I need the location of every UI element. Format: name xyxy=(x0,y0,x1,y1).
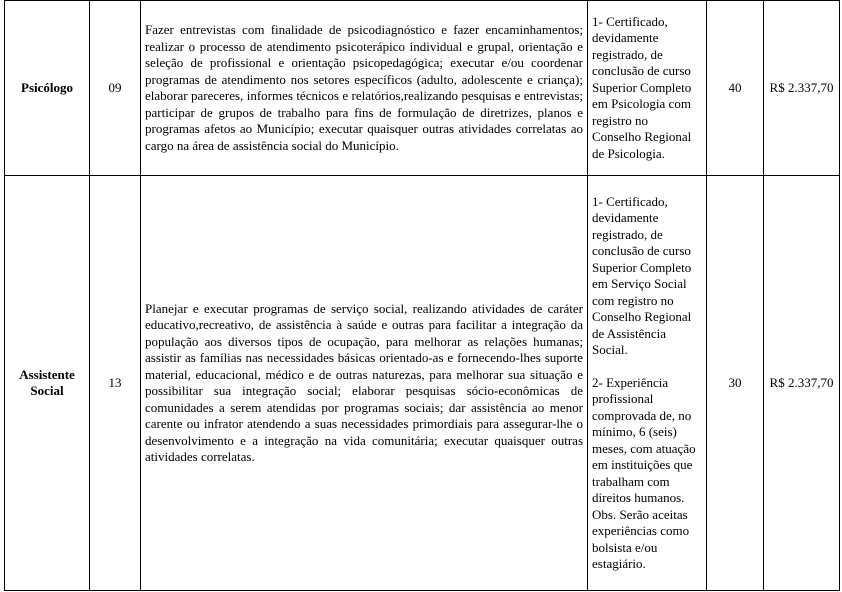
vacancies-value: 13 xyxy=(108,374,122,390)
description-text: Planejar e executar programas de serviço social, realizando atividades de caráter educativo,recreativo, de assistência à saúde e outras para facilitar a integração da população aos diversos tipos de ocupação, para melhorar as relações humanas; assistir as famílias nas necessidades básicas orientado-as e fornecendo-lhes suporte material, educacional, médico e de outras naturezas, para melhorar sua situação e possibilitar sua integração social; elaborar pesquisas sócio-econômicas de comunidades a serem atendidas por programas sociais; dar assistência ao menor carente ou infrator atendendo a suas necessidades primordiais para assegurar-lhe o desenvolvimento e a integração na vida comunitária; executar quaisquer outras atividades correlatas. xyxy=(145,300,583,464)
vacancies-value: 09 xyxy=(108,79,122,95)
description-text: Fazer entrevistas com finalidade de psicodiagnóstico e fazer encaminhamentos; realizar o processo de atendimento psicoterápico individual e grupal, orientação e seleção de profissional e orientação psicopedagógica; executar e/ou coordenar programas de atendimento nos setores específicos (adulto, adolescente e criança); elaborar pareceres, informes técnicos e relatórios,realizando pesquisas e entrevistas; participar de grupos de trabalho para fins de formulação de diretrizes, planos e programas afetos ao Município; executar quaisquer outras atividades correlatas ao cargo na área de assistência social do Município. xyxy=(145,22,583,153)
role-cell xyxy=(5,1,90,176)
vacancies-cell xyxy=(90,1,141,176)
requirement-gap xyxy=(592,359,702,375)
description-cell xyxy=(141,1,588,176)
requirement-text: 1- Certificado, devidamente registrado, de conclusão de curso Superior Completo em Psicologia com registro no Conselho Regional de Psicologia. xyxy=(592,13,692,161)
requirement-text: 2- Experiência profissional comprovada de, no mínimo, 6 (seis) meses, com atuação em instituições que trabalham com direitos humanos. Obs. Serão aceitas experiências como bolsista e/ou estagiário. xyxy=(592,374,696,571)
jobs-table xyxy=(4,0,840,591)
requirements-cell xyxy=(588,1,707,176)
salary-cell xyxy=(764,176,840,591)
role-name: Psicólogo xyxy=(21,79,73,95)
hours-value: 40 xyxy=(728,79,742,95)
hours-cell xyxy=(707,1,764,176)
description-cell xyxy=(141,176,588,591)
salary-value: R$ 2.337,70 xyxy=(769,79,834,95)
role-name: Assistente Social xyxy=(19,366,75,398)
vacancies-cell xyxy=(90,176,141,591)
hours-value: 30 xyxy=(728,374,742,390)
requirement-text: 1- Certificado, devidamente registrado, de conclusão de curso Superior Completo em Serviço Social com registro no Conselho Regional de Assistência Social. xyxy=(592,193,692,357)
requirements-cell xyxy=(588,176,707,591)
hours-cell xyxy=(707,176,764,591)
table-row xyxy=(5,176,840,591)
salary-value: R$ 2.337,70 xyxy=(769,374,834,390)
table-row xyxy=(5,1,840,176)
salary-cell xyxy=(764,1,840,176)
role-cell xyxy=(5,176,90,591)
